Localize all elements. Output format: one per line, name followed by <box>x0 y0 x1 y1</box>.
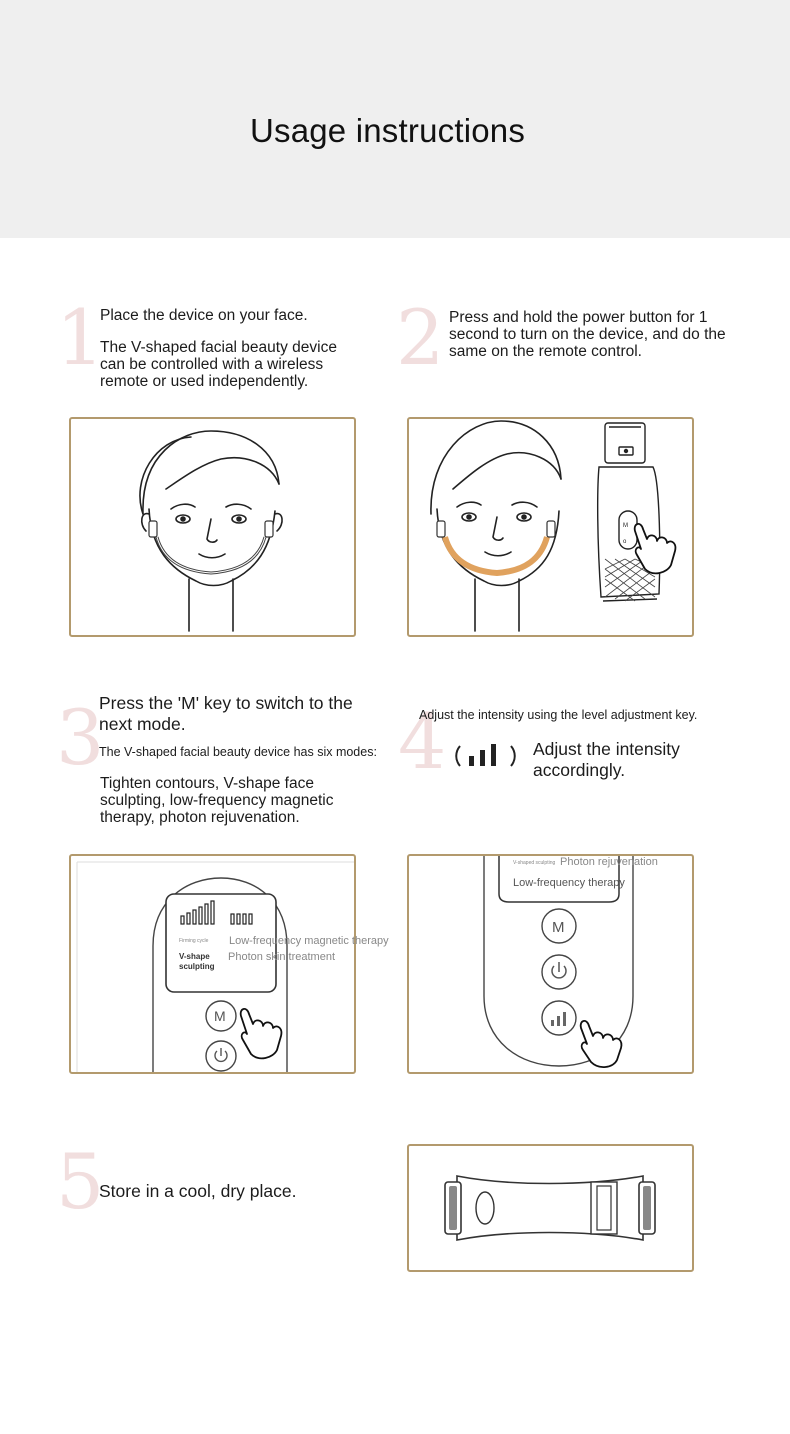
magnetic-label: Low-frequency magnetic therapy <box>229 935 389 947</box>
face-device-drawing <box>71 419 354 635</box>
mode-label: V-shape sculpting <box>179 952 215 971</box>
illustration-face-device <box>69 417 356 637</box>
step-5-heading: Store in a cool, dry place. <box>99 1181 297 1201</box>
step-2-heading: Press and hold the power button for 1 second to turn on the device, and do the same on the remote control. <box>449 309 726 360</box>
power-on-drawing <box>409 419 692 635</box>
tiny-mode-label: V-shaped sculpting <box>513 860 556 866</box>
page-title: Usage instructions <box>249 112 526 149</box>
step-4-subheading: Adjust the intensity using the level adjustment key. <box>419 708 698 722</box>
cycle-label: Firming cycle <box>179 938 209 944</box>
illustration-level-key <box>407 854 694 1074</box>
photon-rejuvenation-label: Photon rejuvenation <box>560 856 658 868</box>
step-1-number: 1 <box>56 293 105 382</box>
step-3-number: 3 <box>56 693 105 782</box>
header-banner <box>0 0 790 238</box>
step-1-body: The V-shaped facial beauty device can be controlled with a wireless remote or used independently. <box>100 339 337 390</box>
step-4-number: 4 <box>398 697 447 786</box>
illustration-power-on <box>407 417 694 637</box>
level-icon <box>454 740 520 770</box>
illustration-mode-key <box>69 854 389 1074</box>
low-frequency-label: Low-frequency therapy <box>513 877 625 889</box>
illustration-storage <box>407 1144 694 1272</box>
step-3-heading: Press the 'M' key to switch to the next mode. <box>99 693 353 734</box>
step-5-number: 5 <box>56 1137 105 1226</box>
svg-text:M: M <box>623 523 628 529</box>
step-4-body: Adjust the intensity accordingly. <box>533 739 680 780</box>
m-key-label: M <box>214 1008 226 1024</box>
step-1-heading: Place the device on your face. <box>100 307 308 324</box>
step-2-number: 2 <box>396 293 445 382</box>
storage-drawing <box>409 1146 692 1270</box>
photon-skin-label: Photon skin treatment <box>228 951 336 963</box>
m-key-label-2: M <box>552 919 565 936</box>
step-3-subheading: The V-shaped facial beauty device has six modes: <box>99 745 377 759</box>
step-3-body: Tighten contours, V-shape face sculpting, low-frequency magnetic therapy, photon rejuvenation. <box>100 775 334 826</box>
svg-text:o: o <box>623 539 627 545</box>
